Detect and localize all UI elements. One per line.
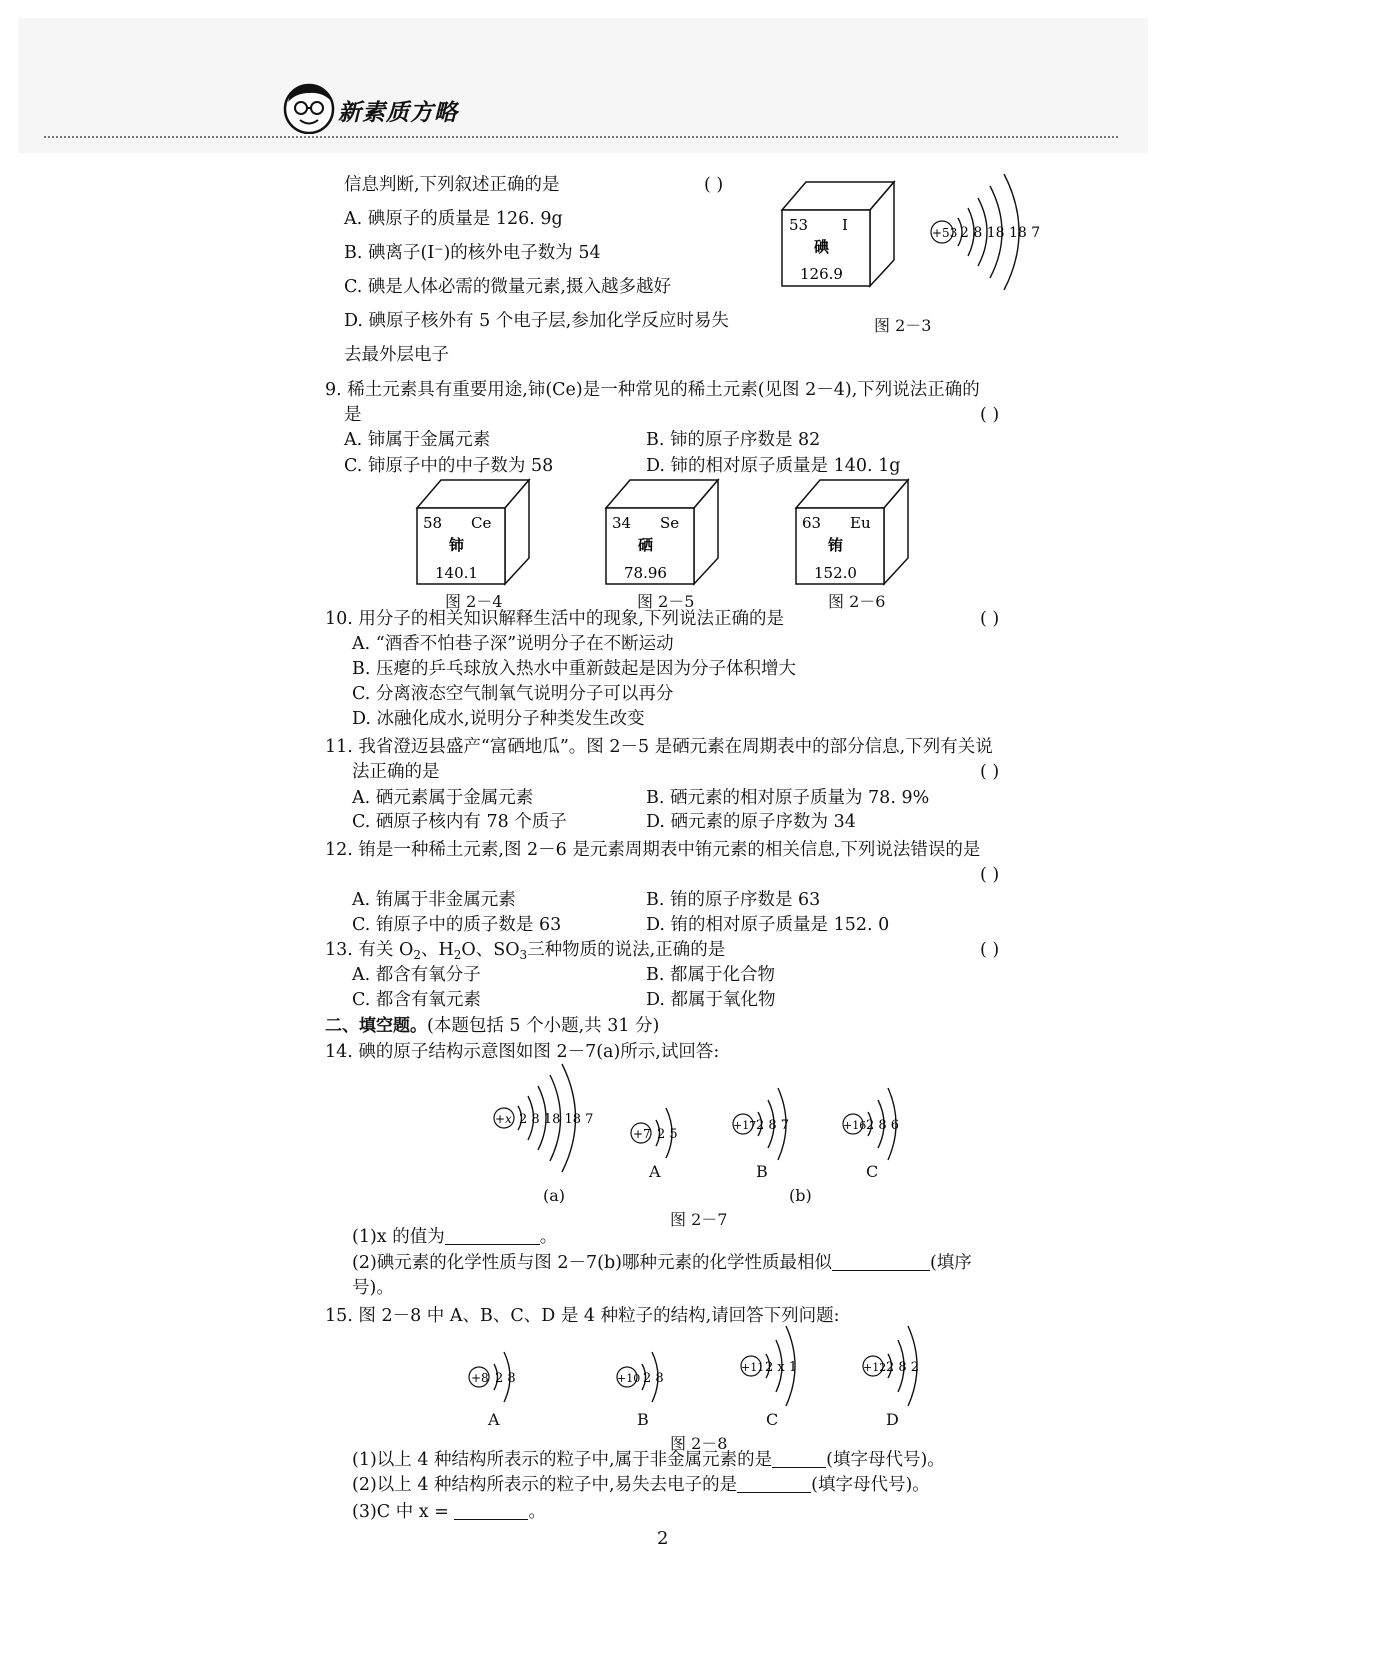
q9-option-d: D. 铈的相对原子质量是 140. 1g bbox=[646, 456, 901, 476]
q10-stem: 10. 用分子的相关知识解释生活中的现象,下列说法正确的是 bbox=[325, 609, 784, 629]
q14-sub2-answer-blank[interactable] bbox=[832, 1252, 930, 1271]
q11-stem: 11. 我省澄迈县盛产“富硒地瓜”。图 2－5 是硒元素在周期表中的部分信息,下列有关说 bbox=[325, 737, 993, 757]
section-2-heading: 二、填空题。(本题包括 5 个小题,共 31 分) bbox=[325, 1016, 660, 1036]
q13-option-a: A. 都含有氧分子 bbox=[352, 965, 481, 985]
svg-text:2 8 6: 2 8 6 bbox=[866, 1118, 900, 1133]
q12-option-b: B. 铕的原子序数是 63 bbox=[646, 890, 821, 910]
q13-answer-paren: ( ) bbox=[980, 940, 1000, 960]
fig-2-8-particle-b bbox=[612, 1344, 674, 1414]
q8-stem-tail: 信息判断,下列叙述正确的是 bbox=[344, 175, 560, 195]
q15-sub1-answer-blank[interactable] bbox=[772, 1449, 826, 1468]
iodine-atom-diagram bbox=[924, 170, 1044, 298]
svg-text:+16: +16 bbox=[843, 1119, 867, 1132]
svg-text:2 x 1: 2 x 1 bbox=[765, 1360, 798, 1375]
fig-2-7b-label-b: B bbox=[756, 1162, 768, 1181]
q9-option-c: C. 铈原子中的中子数为 58 bbox=[344, 456, 554, 476]
q8-option-c: C. 碘是人体必需的微量元素,摄入越多越好 bbox=[344, 277, 671, 297]
q10-option-d: D. 冰融化成水,说明分子种类发生改变 bbox=[352, 709, 645, 729]
q12-option-d: D. 铕的相对原子质量是 152. 0 bbox=[646, 915, 890, 935]
svg-text:2 5: 2 5 bbox=[657, 1127, 678, 1142]
svg-text:2 8 7: 2 8 7 bbox=[756, 1118, 790, 1133]
q13-option-c: C. 都含有氧元素 bbox=[352, 990, 481, 1010]
q13-option-d: D. 都属于氧化物 bbox=[646, 990, 776, 1010]
q9-stem-cont: 是 bbox=[344, 405, 362, 425]
svg-text:152.0: 152.0 bbox=[814, 564, 857, 582]
svg-text:+11: +11 bbox=[741, 1361, 765, 1374]
svg-text:2 8 2: 2 8 2 bbox=[886, 1360, 920, 1375]
svg-text:2 8: 2 8 bbox=[495, 1371, 516, 1386]
q12-answer-paren: ( ) bbox=[980, 865, 1000, 885]
brand-title: 新素质方略 bbox=[338, 100, 458, 126]
q14-stem: 14. 碘的原子结构示意图如图 2－7(a)所示,试回答: bbox=[325, 1042, 720, 1062]
svg-text:34: 34 bbox=[612, 514, 632, 532]
fig-2-5-caption: 图 2－5 bbox=[637, 592, 695, 611]
fig-2-3-caption: 图 2－3 bbox=[874, 316, 932, 335]
card-name: 碘 bbox=[814, 238, 830, 256]
logo-face-icon bbox=[282, 80, 336, 134]
fig-2-7b-label-a: A bbox=[649, 1162, 661, 1181]
q11-stem-cont: 法正确的是 bbox=[352, 762, 440, 782]
q8-option-a: A. 碘原子的质量是 126. 9g bbox=[344, 209, 563, 229]
q14-sub2-tail: 号)。 bbox=[352, 1278, 394, 1298]
q8-option-b: B. 碘离子(I⁻)的核外电子数为 54 bbox=[344, 243, 601, 263]
q11-option-b: B. 硒元素的相对原子质量为 78. 9% bbox=[646, 788, 930, 808]
svg-text:2 8: 2 8 bbox=[643, 1371, 664, 1386]
fig-2-7b-atom-b bbox=[728, 1086, 798, 1166]
selenium-element-card bbox=[604, 478, 724, 588]
q14-sub1-answer-blank[interactable] bbox=[445, 1226, 540, 1245]
q9-option-a: A. 铈属于金属元素 bbox=[344, 430, 491, 450]
svg-text:铕: 铕 bbox=[828, 536, 844, 554]
fig-2-8-label-a: A bbox=[488, 1410, 500, 1429]
svg-text:+7: +7 bbox=[633, 1127, 651, 1141]
cerium-element-card bbox=[415, 478, 535, 588]
header-divider bbox=[44, 136, 1118, 138]
fig-2-7a-label: (a) bbox=[543, 1186, 566, 1205]
fig-2-7a-atom-diagram bbox=[488, 1062, 598, 1182]
fig-2-8-label-b: B bbox=[637, 1410, 649, 1429]
iodine-element-card bbox=[780, 180, 900, 290]
q11-option-c: C. 硒原子核内有 78 个质子 bbox=[352, 812, 567, 832]
q14-sub2: (2)碘元素的化学性质与图 2－7(b)哪种元素的化学性质最相似 (填序 bbox=[352, 1253, 972, 1273]
q15-sub3-answer-blank[interactable] bbox=[454, 1501, 528, 1520]
q11-option-a: A. 硒元素属于金属元素 bbox=[352, 788, 534, 808]
q13-option-b: B. 都属于化合物 bbox=[646, 965, 775, 985]
header-band bbox=[18, 18, 1148, 153]
svg-text:2 8 18 18 7: 2 8 18 18 7 bbox=[519, 1112, 594, 1127]
q9-answer-paren: ( ) bbox=[980, 405, 1000, 425]
svg-text:硒: 硒 bbox=[638, 536, 654, 554]
svg-text:+12: +12 bbox=[863, 1361, 887, 1374]
q15-stem: 15. 图 2－8 中 A、B、C、D 是 4 种粒子的结构,请回答下列问题: bbox=[325, 1306, 840, 1326]
svg-text:78.96: 78.96 bbox=[624, 564, 667, 582]
q15-sub2-answer-blank[interactable] bbox=[737, 1474, 811, 1493]
q12-option-c: C. 铕原子中的质子数是 63 bbox=[352, 915, 562, 935]
q15-sub1: (1)以上 4 种结构所表示的粒子中,属于非金属元素的是 (填字母代号)。 bbox=[352, 1450, 945, 1470]
svg-text:+8: +8 bbox=[471, 1371, 489, 1385]
europium-element-card bbox=[794, 478, 914, 588]
fig-2-7b-atom-a bbox=[626, 1100, 686, 1170]
q15-sub3: (3)C 中 x = 。 bbox=[352, 1502, 546, 1522]
page-number: 2 bbox=[657, 1528, 669, 1549]
svg-text:Eu: Eu bbox=[850, 514, 871, 532]
fig-2-8-particle-a bbox=[464, 1344, 524, 1414]
fig-2-7-caption: 图 2－7 bbox=[670, 1210, 728, 1229]
svg-text:+10: +10 bbox=[617, 1372, 641, 1385]
fig-2-8-caption: 图 2－8 bbox=[670, 1434, 728, 1453]
fig-2-8-label-c: C bbox=[766, 1410, 779, 1429]
q14-sub1: (1)x 的值为 。 bbox=[352, 1227, 558, 1247]
q8-option-d: D. 碘原子核外有 5 个电子层,参加化学反应时易失 bbox=[344, 311, 729, 331]
q13-stem: 13. 有关 $O_2$、$H_2O$、$SO_3$三种物质的说法,正确的是 bbox=[325, 940, 726, 962]
q10-option-c: C. 分离液态空气制氧气说明分子可以再分 bbox=[352, 684, 674, 704]
fig-2-7b-label-c: C bbox=[866, 1162, 879, 1181]
q8-option-d-cont: 去最外层电子 bbox=[344, 345, 449, 365]
svg-text:58: 58 bbox=[423, 514, 443, 532]
shell-counts: 2 8 18 18 7 bbox=[960, 225, 1041, 241]
q12-option-a: A. 铕属于非金属元素 bbox=[352, 890, 516, 910]
fig-2-7b-label: (b) bbox=[789, 1186, 812, 1205]
card-symbol: I bbox=[842, 216, 848, 234]
q10-option-a: A. “酒香不怕巷子深”说明分子在不断运动 bbox=[352, 634, 674, 654]
fig-2-8-particle-c bbox=[736, 1324, 810, 1408]
q9-option-b: B. 铈的原子序数是 82 bbox=[646, 430, 821, 450]
svg-text:Se: Se bbox=[660, 514, 680, 532]
fig-2-8-label-d: D bbox=[886, 1410, 899, 1429]
fig-2-4-caption: 图 2－4 bbox=[445, 592, 503, 611]
card-number: 53 bbox=[789, 216, 809, 234]
svg-text:Ce: Ce bbox=[471, 514, 492, 532]
q11-option-d: D. 硒元素的原子序数为 34 bbox=[646, 812, 856, 832]
q10-option-b: B. 压瘪的乒乓球放入热水中重新鼓起是因为分子体积增大 bbox=[352, 659, 796, 679]
svg-text:铈: 铈 bbox=[449, 536, 465, 554]
q8-answer-paren: ( ) bbox=[704, 175, 724, 195]
q11-answer-paren: ( ) bbox=[980, 762, 1000, 782]
svg-text:+x: +x bbox=[495, 1112, 512, 1126]
svg-text:63: 63 bbox=[802, 514, 822, 532]
svg-text:140.1: 140.1 bbox=[435, 564, 478, 582]
fig-2-6-caption: 图 2－6 bbox=[828, 592, 886, 611]
q9-stem: 9. 稀土元素具有重要用途,铈(Ce)是一种常见的稀土元素(见图 2－4),下列说法正确的 bbox=[325, 380, 980, 400]
q15-sub2: (2)以上 4 种结构所表示的粒子中,易失去电子的是 (填字母代号)。 bbox=[352, 1475, 930, 1495]
nucleus: +53 bbox=[932, 226, 958, 240]
svg-text:+17: +17 bbox=[733, 1119, 757, 1132]
card-mass: 126.9 bbox=[800, 265, 843, 283]
q10-answer-paren: ( ) bbox=[980, 609, 1000, 629]
fig-2-8-particle-d bbox=[858, 1324, 932, 1408]
fig-2-7b-atom-c bbox=[838, 1086, 908, 1166]
q12-stem: 12. 铕是一种稀土元素,图 2－6 是元素周期表中铕元素的相关信息,下列说法错误的是 bbox=[325, 840, 981, 860]
